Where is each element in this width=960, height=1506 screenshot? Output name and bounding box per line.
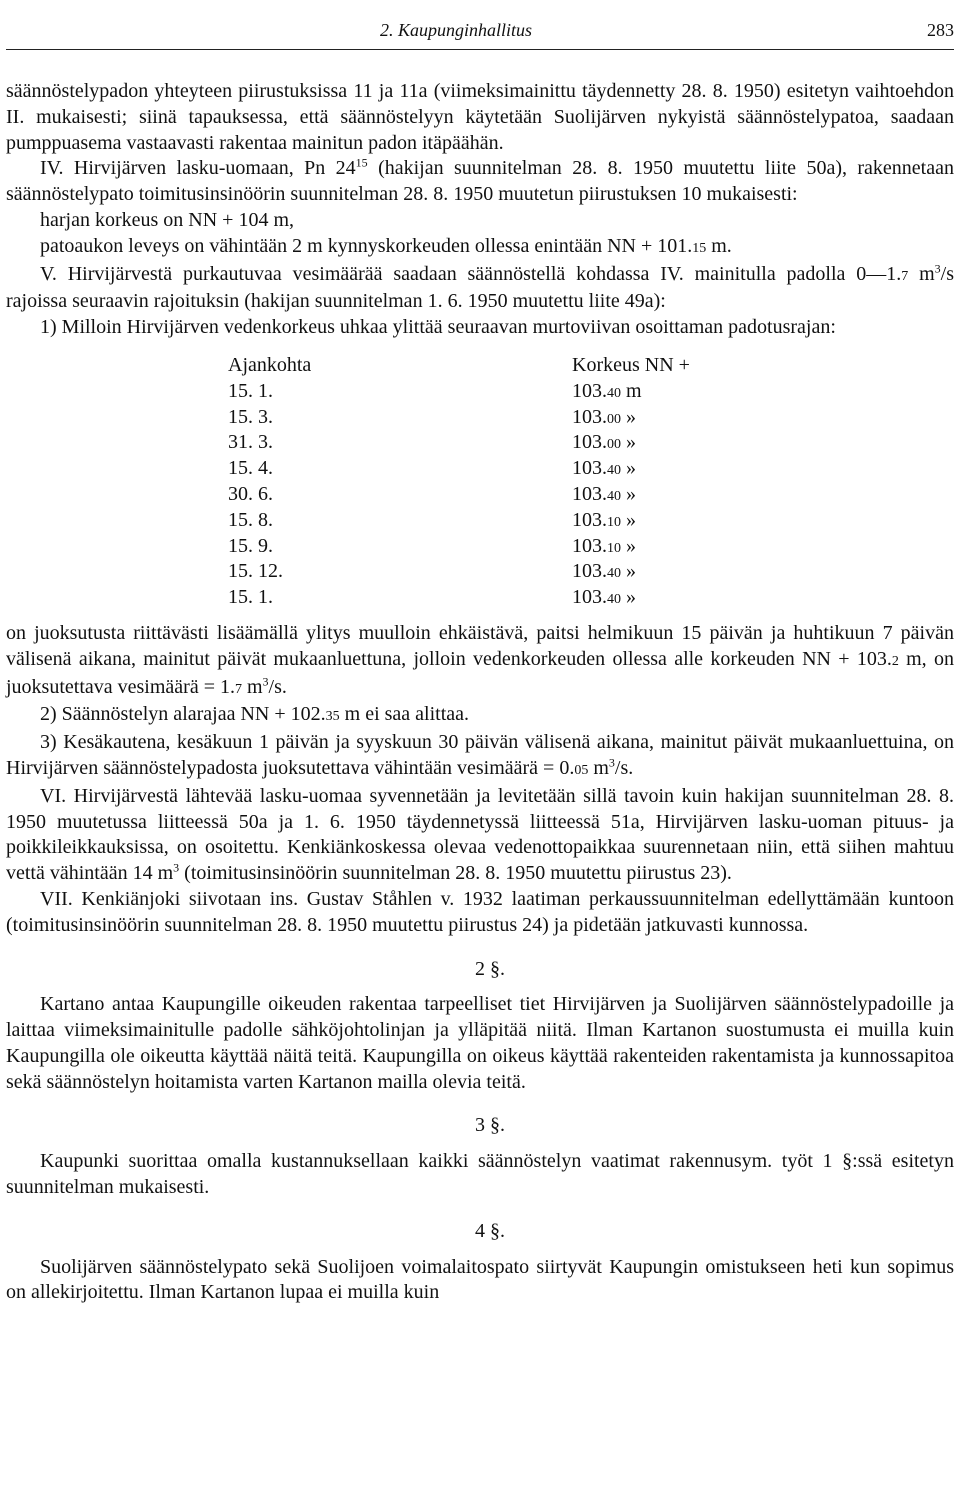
table-row: [6, 482, 954, 508]
cell-date: 15. 1.: [228, 379, 273, 402]
paragraph-iv: [6, 156, 954, 208]
text: /s.: [614, 756, 634, 779]
small-digits: 05: [574, 762, 589, 778]
height-base: 103.: [572, 379, 607, 402]
height-decimals: 00: [607, 437, 621, 453]
cell-date: 15. 1.: [228, 586, 273, 609]
cell-height: [572, 559, 636, 587]
small-digits: 7: [901, 268, 909, 284]
height-base: 103.: [572, 482, 607, 505]
text: VI. Hirvijärvestä lähtevää lasku-uomaa syvennetään ja levitetään sillä tavoin kuin hakijan suunnitelman 28. 8. 1950 muutetussa liitteessä 50a ja 1. 6. 1950 täydennetyssä liitteessä 51a, Hirvijärven lasku-uoman pituus- ja poikkileikkauksissa, on osoitettu. Kenkiänkoskessa olevaa vedenottopaikkaa suurennetaan niin, että siihen mahtuu vettä vähintään 14 m: [6, 784, 954, 885]
cell-date: 15. 4.: [228, 457, 273, 480]
height-unit: »: [621, 560, 636, 583]
cell-date: 15. 8.: [228, 508, 273, 531]
text: Kaupunki suorittaa omalla kustannuksellaan kaikki säännöstelyn vaatimat rakennusym. työt 1 §:ssä esitetyn suunnitelman mukaisesti.: [6, 1150, 954, 1199]
text: (hakijan suunnitelman 28. 8. 1950 muutettu liite 50a), rakennetaan säännöstelypato toimitusinsinöörin suunnitelman 28. 8. 1950 muutetun piirustuksen 10 mukaisesti:: [6, 157, 954, 206]
cell-height: [572, 508, 636, 536]
cell-height: [572, 482, 636, 510]
height-unit: »: [621, 405, 636, 428]
text: Suolijärven säännöstelypato sekä Suolijoen voimalaitospato siirtyvät Kaupungin omistukseen heti kun sopimus on allekirjoitettu. Ilman Kartanon lupaa ei muilla kuin: [6, 1255, 954, 1304]
height-unit: »: [621, 508, 636, 531]
paragraph-section-2: [6, 992, 954, 1095]
section-heading-3: [6, 1113, 954, 1139]
text: 3) Kesäkautena, kesäkuun 1 päivän ja syyskuun 30 päivän välisenä aikana, mainitut päivät mukaanluettuina, on Hirvijärven säännöstelypadosta juoksutettava vähintään vesimäärä = 0.: [6, 731, 954, 779]
small-digits: 2: [891, 653, 899, 669]
height-decimals: 40: [607, 385, 621, 401]
text: m ei saa alittaa.: [339, 703, 470, 726]
text: 2 §.: [475, 957, 505, 980]
text: /s rajoissa seuraavin rajoituksin (hakijan suunnitelman 1. 6. 1950 muutettu liite 49a):: [6, 262, 955, 313]
text: /s.: [268, 675, 287, 698]
table-row: [6, 430, 954, 456]
cell-date: 30. 6.: [228, 482, 273, 505]
height-base: 103.: [572, 586, 607, 609]
section-heading-4: [6, 1219, 954, 1245]
document-body: [6, 79, 954, 1306]
table-row: [6, 585, 954, 611]
paragraph-vi: [6, 784, 954, 887]
text: säännöstelypadon yhteyteen piirustuksissa 11 ja 11a (viimeksimainittu täydennetty 28. 8. 1950) esitetyn vaihtoehdon II. mukaisesti; siinä tapauksessa, että säännöstelyyn käytetään Suolijärven nykyistä säännöstelypatoa, saadaan pumppuasema vastaavasti rakentaa mainitun padon itäpäähän.: [6, 80, 954, 154]
height-base: 103.: [572, 508, 607, 531]
table-header: [6, 353, 954, 379]
small-digits: 7: [234, 681, 242, 697]
page-number: 283: [927, 20, 954, 40]
cell-date: 15. 12.: [228, 560, 283, 583]
cell-height: [572, 534, 636, 562]
text: harjan korkeus on NN + 104 m,: [40, 208, 295, 231]
text: IV. Hirvijärven lasku-uomaan, Pn 24: [40, 157, 356, 180]
water-level-table: [6, 353, 954, 611]
height-unit: »: [621, 457, 636, 480]
small-digits: 15: [692, 240, 707, 256]
height-base: 103.: [572, 405, 607, 428]
paragraph-item-2: [6, 702, 954, 730]
superscript: 3: [934, 260, 941, 275]
height-decimals: 40: [607, 592, 621, 608]
running-title: 2. Kaupunginhallitus: [380, 20, 533, 40]
paragraph-item-3: [6, 730, 954, 784]
height-unit: m: [621, 379, 642, 402]
superscript: 3: [173, 860, 180, 875]
text: VII. Kenkiänjoki siivotaan ins. Gustav Ståhlen v. 1932 laatiman perkaussuunnitelman edellyttämään kuntoon (toimitusinsinöörin suunnitelman 28. 8. 1950 muutettu piirustus 24) ja pidetään jatkuvasti kunnossa.: [6, 887, 954, 936]
text: m: [241, 675, 263, 698]
height-decimals: 40: [607, 488, 621, 504]
section-heading-2: [6, 957, 954, 983]
height-decimals: 40: [607, 566, 621, 582]
running-head: [6, 20, 954, 46]
height-base: 103.: [572, 560, 607, 583]
table-row: [6, 456, 954, 482]
height-unit: »: [621, 534, 636, 557]
text: 1) Milloin Hirvijärven vedenkorkeus uhkaa ylittää seuraavan murtoviivan osoittaman padotusrajan:: [40, 316, 836, 339]
height-unit: »: [621, 431, 636, 454]
superscript: 3: [608, 755, 615, 770]
height-unit: »: [621, 482, 636, 505]
cell-height: [572, 405, 636, 433]
paragraph-v: [6, 262, 954, 316]
table-row: [6, 508, 954, 534]
table-row: [6, 559, 954, 585]
text: m: [588, 756, 609, 779]
text: Kartano antaa Kaupungille oikeuden rakentaa tarpeelliset tiet Hirvijärven ja Suolijärven säännöstelypadoille ja laittaa viimeksimainitulle padolle sähköjohtolinjan ja ylläpitää niitä. Ilman Kartanon suostumusta ei muilla kuin Kaupungilla ole oikeutta käyttää näitä teitä. Kaupungilla on oikeus käyttää rakenteiden rakentamista ja kunnossapitoa sekä säännöstelyn hoitamista varten Kartanon mailla olevia teitä.: [6, 993, 954, 1093]
superscript: 3: [262, 673, 269, 688]
text: 2) Säännöstelyn alarajaa NN + 102.: [40, 703, 326, 726]
column-header-date: Ajankohta: [228, 353, 312, 376]
paragraph-crest-height: [6, 208, 954, 234]
table-row: [6, 405, 954, 431]
small-digits: 35: [325, 709, 340, 725]
paragraph: [6, 79, 954, 156]
text: m, on juoksutettava vesimäärä = 1.: [6, 647, 954, 698]
text: (toimitusinsinöörin suunnitelman 28. 8. 1950 muutettu piirustus 23).: [179, 862, 732, 885]
text: m: [908, 262, 935, 285]
cell-height: [572, 585, 636, 613]
text: 4 §.: [475, 1219, 505, 1242]
text: on juoksutusta riittävästi lisäämällä ylitys muulloin ehkäistävä, paitsi helmikuun 15 päivän ja huhtikuun 7 päivän välisenä aikana, mainitut päivät mukaanluettuna, jolloin vedenkorkeuden ollessa alle korkeuden NN + 103.: [6, 621, 954, 670]
text: m.: [706, 234, 732, 257]
height-base: 103.: [572, 431, 607, 454]
superscript: 15: [355, 155, 368, 170]
paragraph-section-3: [6, 1149, 954, 1201]
paragraph-item-1: [6, 315, 954, 341]
height-decimals: 40: [607, 463, 621, 479]
cell-height: [572, 379, 642, 407]
paragraph-section-4: [6, 1255, 954, 1307]
height-decimals: 00: [607, 411, 621, 427]
table-row: [6, 379, 954, 405]
cell-date: 15. 9.: [228, 534, 273, 557]
cell-height: [572, 430, 636, 458]
height-base: 103.: [572, 457, 607, 480]
height-base: 103.: [572, 534, 607, 557]
text: patoaukon leveys on vähintään 2 m kynnyskorkeuden ollessa enintään NN + 101.: [40, 234, 693, 257]
height-unit: »: [621, 586, 636, 609]
header-rule: [6, 49, 954, 50]
height-decimals: 10: [607, 540, 621, 556]
text: 3 §.: [475, 1114, 505, 1137]
table-row: [6, 534, 954, 560]
cell-height: [572, 456, 636, 484]
column-header-height: Korkeus NN +: [572, 353, 690, 376]
height-decimals: 10: [607, 514, 621, 530]
cell-date: 15. 3.: [228, 405, 273, 428]
cell-date: 31. 3.: [228, 431, 273, 454]
paragraph-opening-width: [6, 234, 954, 262]
paragraph-overflow-rule: [6, 621, 954, 702]
paragraph-vii: [6, 887, 954, 939]
text: V. Hirvijärvestä purkautuvaa vesimäärää saadaan säännöstellä kohdassa IV. mainitulla padolla 0—1.: [40, 262, 902, 285]
